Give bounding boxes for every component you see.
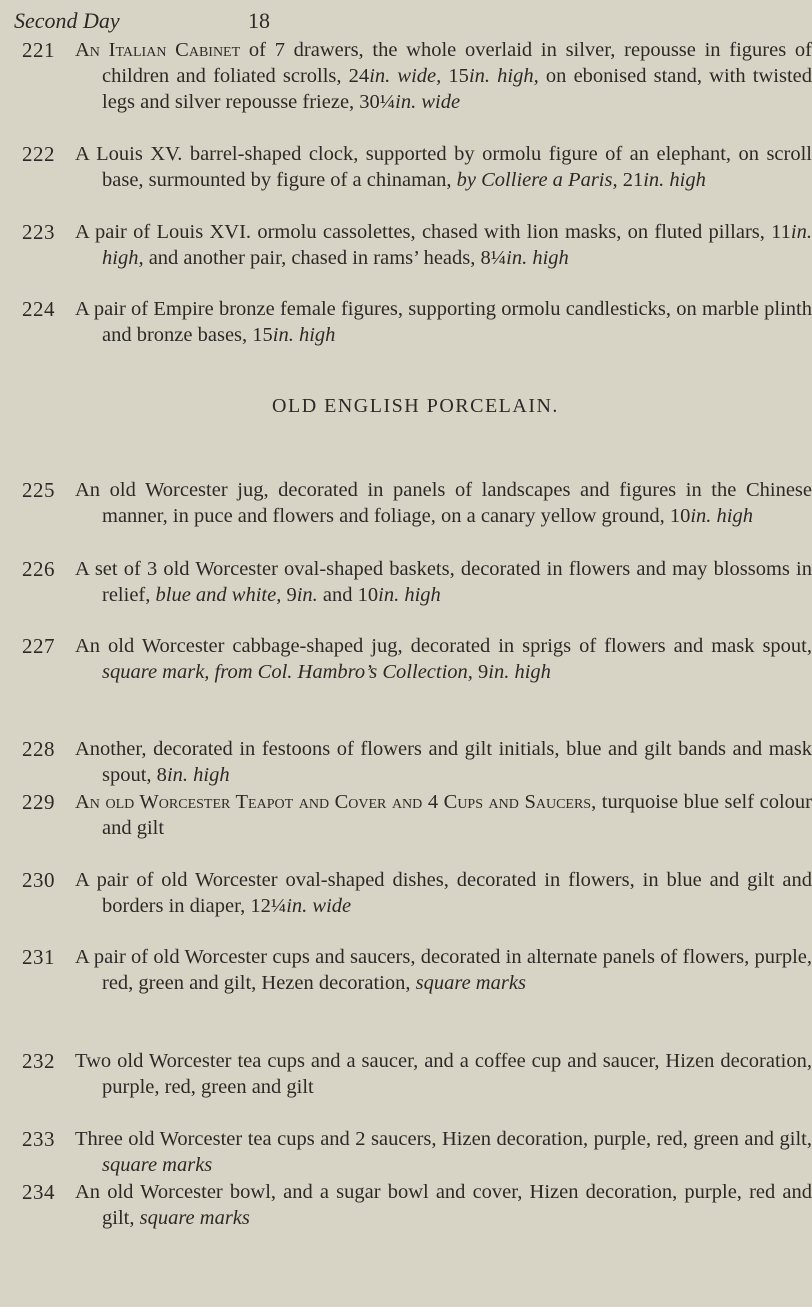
description-segment: in. [296, 583, 318, 606]
description-segment: A pair of Louis XVI. ormolu cassolettes, chased with lion masks, on fluted pillars, 11 [75, 221, 791, 243]
lot-number: 225 [22, 478, 55, 502]
lot-number: 226 [22, 557, 55, 581]
lot-description [75, 220, 812, 272]
lot-number: 228 [22, 737, 55, 761]
description-segment: blue and white, [155, 583, 282, 606]
lot-number: 222 [22, 142, 55, 166]
description-segment: Two old Worcester tea cups and a saucer, and a coffee cup and saucer, Hizen decoration, purple, red, green and gilt [75, 1050, 812, 1098]
lot-number: 221 [22, 38, 55, 62]
description-segment: 21 [617, 168, 644, 191]
running-header-section: Second Day [14, 8, 120, 33]
description-segment: in. high [488, 660, 551, 683]
description-segment: in. wide [395, 90, 461, 113]
lot-description [75, 634, 812, 686]
lot-number: 234 [22, 1180, 55, 1204]
description-segment: A pair of old Worcester cups and saucers, decorated in alternate panels of flowers, purple, red, green and gilt, Hezen decoration, [75, 946, 812, 994]
description-segment: A pair of old Worcester oval-shaped dishes, decorated in flowers, in blue and gilt and borders in diaper, 12¼ [75, 869, 812, 917]
lot-number: 227 [22, 634, 55, 658]
lot-description [75, 1049, 812, 1101]
lot-number: 223 [22, 220, 55, 244]
lot-description [75, 297, 812, 349]
description-segment: 9 [281, 583, 297, 606]
description-segment: Three old Worcester tea cups and 2 saucers, Hizen decoration, purple, red, green and gilt, [75, 1128, 812, 1150]
description-segment: 15 [441, 64, 469, 87]
description-segment: square marks [415, 971, 526, 994]
description-segment: A pair of Empire bronze female figures, supporting ormolu candlesticks, on marble plinth and bronze bases, 15 [75, 298, 812, 346]
lot-description [75, 142, 812, 194]
description-segment: An old Worcester cabbage-shaped jug, decorated in sprigs of flowers and mask spout, [75, 635, 812, 657]
description-segment: by Colliere a Paris, [456, 168, 618, 191]
description-segment: in. high [643, 168, 706, 191]
lot-description [75, 868, 812, 920]
description-segment: in. high, [102, 221, 812, 269]
description-segment: in. high [272, 323, 336, 346]
description-segment: in. high, [468, 64, 539, 87]
lot-number: 229 [22, 790, 55, 814]
description-segment: in. high [378, 583, 441, 606]
description-segment: in. high [166, 763, 230, 786]
description-segment: square marks [102, 1153, 213, 1176]
description-segment: on ebonised stand, with twisted legs and silver repousse frieze, 30¼ [102, 64, 812, 113]
description-segment: in. wide [286, 894, 352, 917]
description-segment: in. high [506, 246, 569, 269]
description-segment: A set of 3 old Worcester oval-shaped baskets, decorated in flowers and may blossoms in relief, [75, 558, 812, 606]
description-segment: Another, decorated in festoons of flowers and gilt initials, blue and gilt bands and mask spout, 8 [75, 738, 812, 786]
page-number: 18 [248, 8, 270, 33]
description-segment: in. high [690, 504, 754, 527]
description-segment: An old Worcester bowl, and a sugar bowl and cover, Hizen decoration, purple, red and gilt, [75, 1181, 812, 1229]
description-segment: An old Worcester Teapot and Cover and 4 Cups and Saucers, [75, 791, 597, 813]
description-segment: An old Worcester jug, decorated in panels of landscapes and figures in the Chinese manner, in puce and flowers and foliage, on a canary yellow ground, 10 [75, 479, 812, 527]
lot-description [75, 1127, 812, 1179]
lot-number: 230 [22, 868, 55, 892]
description-segment: square marks [139, 1206, 250, 1229]
lot-description [75, 945, 812, 997]
description-segment: An Italian Cabinet [75, 39, 241, 61]
lot-number: 224 [22, 297, 55, 321]
description-segment: in. wide, [369, 64, 442, 87]
lot-description [75, 38, 812, 115]
description-segment: and 10 [317, 583, 379, 606]
lot-number: 233 [22, 1127, 55, 1151]
lot-description [75, 790, 812, 842]
lot-description [75, 1180, 812, 1232]
lot-description [75, 478, 812, 530]
lot-number: 232 [22, 1049, 55, 1073]
section-heading: OLD ENGLISH PORCELAIN. [272, 395, 559, 417]
lot-description [75, 557, 812, 609]
description-segment: turquoise blue self colour and gilt [102, 791, 812, 839]
lot-number: 231 [22, 945, 55, 969]
lot-description [75, 737, 812, 789]
description-segment: square mark, from Col. Hambro’s Collection, [102, 660, 473, 683]
description-segment: and another pair, chased in rams’ heads, 8¼ [143, 246, 507, 269]
description-segment: of 7 drawers, the whole overlaid in silver, repousse in figures of children and foliated scrolls, 24 [102, 39, 812, 87]
description-segment: 9 [472, 660, 489, 683]
description-segment: A Louis XV. barrel-shaped clock, supported by ormolu figure of an elephant, on scroll base, surmounted by figure of a chinaman, [75, 143, 812, 191]
